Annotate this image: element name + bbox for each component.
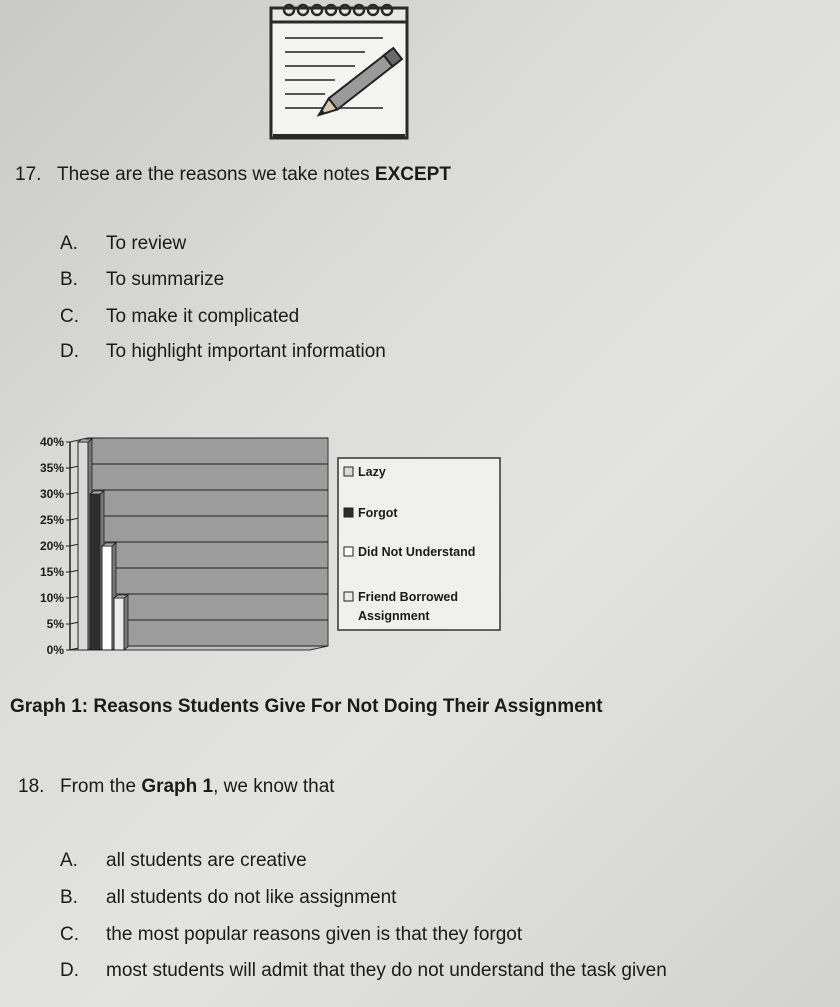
bar-did-not-understand — [102, 546, 112, 650]
option-text: most students will admit that they do not understand the task given — [106, 960, 667, 981]
y-tick-label: 30% — [39, 487, 64, 501]
y-tick-label: 20% — [39, 539, 64, 553]
legend-swatch — [344, 467, 353, 476]
legend-label: Did Not Understand — [358, 545, 476, 559]
q18-option-a[interactable] — [60, 850, 307, 872]
y-tick-label: 15% — [39, 565, 64, 579]
bar-friend-borrowed-assignment — [114, 598, 124, 650]
legend-swatch — [344, 508, 353, 517]
option-text: To make it complicated — [106, 306, 300, 327]
option-text: all students do not like assignment — [106, 887, 397, 908]
option-letter: A. — [60, 850, 78, 871]
legend-label: Friend Borrowed — [358, 590, 459, 604]
q18-option-d[interactable] — [60, 960, 667, 982]
option-text: To highlight important information — [106, 341, 386, 362]
question-number: 18. — [18, 776, 45, 797]
legend-box — [338, 458, 500, 630]
q17-option-b[interactable] — [60, 269, 224, 291]
legend-label: Lazy — [358, 465, 386, 479]
legend-label: Forgot — [358, 506, 398, 520]
bar-forgot — [90, 494, 100, 650]
bar-chart — [20, 430, 510, 665]
q17-option-c[interactable] — [60, 306, 299, 328]
notepad-pencil-illustration — [265, 0, 415, 145]
y-tick-label: 10% — [39, 591, 64, 605]
bar-lazy — [78, 442, 88, 650]
question-text: From the — [60, 776, 142, 797]
y-tick-label: 25% — [39, 513, 64, 527]
option-letter: D. — [60, 341, 79, 362]
question-18-stem — [18, 776, 335, 798]
y-tick-label: 40% — [39, 435, 64, 449]
option-letter: C. — [60, 306, 79, 327]
q17-option-a[interactable] — [60, 233, 186, 255]
graph-caption: Graph 1: Reasons Students Give For Not Doing Their Assignment — [10, 696, 603, 717]
bar-side — [124, 595, 128, 650]
legend-swatch — [344, 547, 353, 556]
question-17-stem — [15, 164, 451, 186]
option-text: To summarize — [106, 269, 225, 290]
y-tick-label: 0% — [46, 643, 64, 657]
question-emphasis: Graph 1 — [141, 776, 214, 797]
option-text: To review — [106, 233, 187, 254]
q18-option-c[interactable] — [60, 924, 522, 946]
legend-label: Assignment — [358, 609, 430, 623]
option-letter: C. — [60, 924, 79, 945]
option-letter: A. — [60, 233, 78, 254]
question-emphasis: EXCEPT — [374, 164, 451, 185]
question-text-end: , we know that — [213, 776, 335, 797]
q18-option-b[interactable] — [60, 887, 396, 909]
option-letter: B. — [60, 269, 78, 290]
y-tick-label: 35% — [39, 461, 64, 475]
option-letter: B. — [60, 887, 78, 908]
q17-option-d[interactable] — [60, 341, 386, 363]
question-text: These are the reasons we take notes — [57, 164, 375, 185]
legend-swatch — [344, 592, 353, 601]
option-text: the most popular reasons given is that they forgot — [106, 924, 523, 945]
question-number: 17. — [15, 164, 42, 185]
option-letter: D. — [60, 960, 79, 981]
graph-1 — [20, 430, 510, 665]
y-tick-label: 5% — [46, 617, 64, 631]
option-text: all students are creative — [106, 850, 307, 871]
